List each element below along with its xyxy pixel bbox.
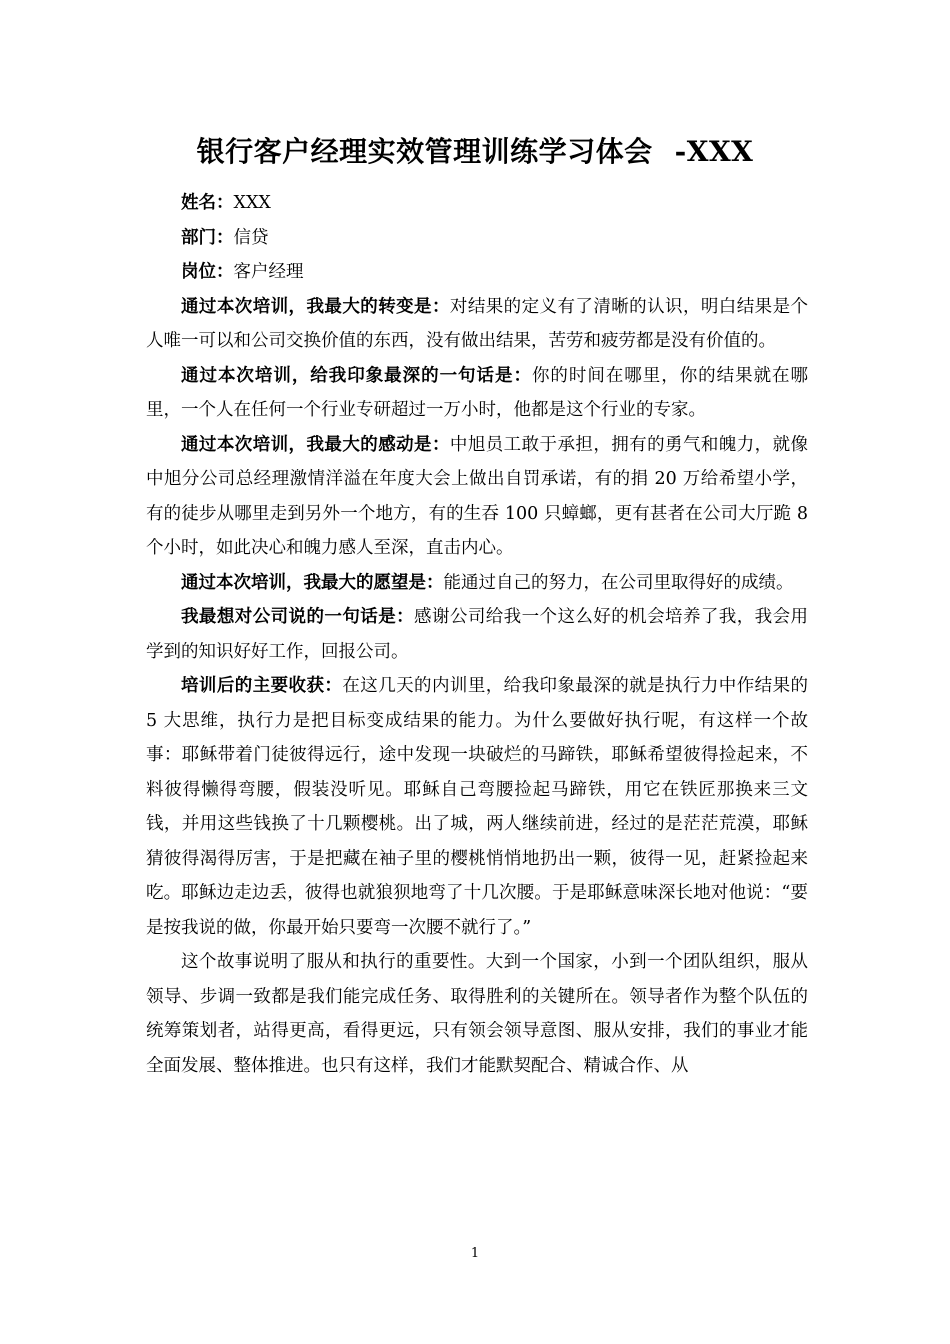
paragraph-text: 在这几天的内训里，给我印象最深的就是执行力中作结果的 5 大思维，执行力是把目标变成结果的能力。为什么要做好执行呢，有这样一个故事：耶稣带着门徒彼得远行，途中发现一块破烂的马蹄铁，耶稣希望彼得捡起来，不料彼得懒得弯腰，假装没听见。耶稣自己弯腰捡起马蹄铁，用它在铁匠那换来三文钱，并用这些钱换了十几颗樱桃。出了城，两人继续前进，经过的是茫茫荒漠，耶稣猜彼得渴得厉害，于是把藏在袖子里的樱桃悄悄地扔出一颗，彼得一见，赶紧捡起来吃。耶稣边走边丢，彼得也就狼狈地弯了十几次腰。于是耶稣意味深长地对他说：“要是按我说的做，你最开始只要弯一次腰不就行了。” [146, 676, 809, 938]
field-label: 姓名： [181, 193, 234, 213]
paragraph-text: 你的时间在哪里，你的结果就在哪里，一个人在任何一个行业专研超过一万小时，他都是这个行业的专家。 [146, 365, 809, 420]
field-department [146, 221, 808, 256]
paragraph-text: 对结果的定义有了清晰的认识，明白结果是个人唯一可以和公司交换价值的东西，没有做出结果，苦劳和疲劳都是没有价值的。 [146, 296, 809, 351]
paragraph-text: 能通过自己的努力，在公司里取得好的成绩。 [443, 572, 794, 593]
paragraph-lead: 我最想对公司说的一句话是： [181, 607, 415, 627]
field-value: 信贷 [233, 227, 269, 248]
field-label: 岗位： [181, 262, 234, 282]
paragraph-lead: 培训后的主要收获： [181, 676, 343, 696]
paragraph-story-meaning [146, 945, 808, 1083]
paragraph-lead: 通过本次培训，我最大的愿望是： [181, 572, 444, 593]
paragraph-message [146, 600, 808, 669]
field-position [146, 255, 808, 290]
paragraph-text: 感谢公司给我一个这么好的机会培养了我，我会用学到的知识好好工作，回报公司。 [146, 607, 809, 662]
paragraph-text: 中旭员工敢于承担，拥有的勇气和魄力，就像中旭分公司总经理激情洋溢在年度大会上做出自罚承诺，有的捐 20 万给希望小学，有的徒步从哪里走到另外一个地方，有的生吞 100 只蟑螂，更有甚者在公司大厅跪 8 个小时，如此决心和魄力感人至深，直击内心。 [146, 434, 809, 558]
paragraph-gains [146, 669, 808, 945]
field-value: XXX [233, 193, 271, 213]
paragraph-quote [146, 359, 808, 428]
field-name [146, 186, 808, 221]
paragraph-transformation [146, 290, 808, 359]
document-title [0, 130, 950, 170]
paragraph-lead: 通过本次培训，我最大的感动是： [181, 434, 450, 455]
paragraph-lead: 通过本次培训，给我印象最深的一句话是： [181, 365, 532, 386]
page-number: 1 [470, 1246, 480, 1261]
title-text: 银行客户经理实效管理训练学习体会 [196, 135, 653, 168]
document-body [146, 186, 808, 1083]
field-value: 客户经理 [233, 262, 304, 282]
field-label: 部门： [181, 227, 234, 248]
title-suffix: -XXX [674, 135, 754, 168]
paragraph-text: 这个故事说明了服从和执行的重要性。大到一个国家，小到一个团队组织，服从领导、步调一致都是我们能完成任务、取得胜利的关键所在。领导者作为整个队伍的统筹策划者，站得更高，看得更远，只有领会领导意图、服从安排，我们的事业才能全面发展、整体推进。也只有这样，我们才能默契配合、精诚合作、从 [146, 952, 808, 1076]
paragraph-lead: 通过本次培训，我最大的转变是： [181, 296, 450, 317]
paragraph-wish [146, 566, 808, 601]
paragraph-moved [146, 428, 808, 566]
